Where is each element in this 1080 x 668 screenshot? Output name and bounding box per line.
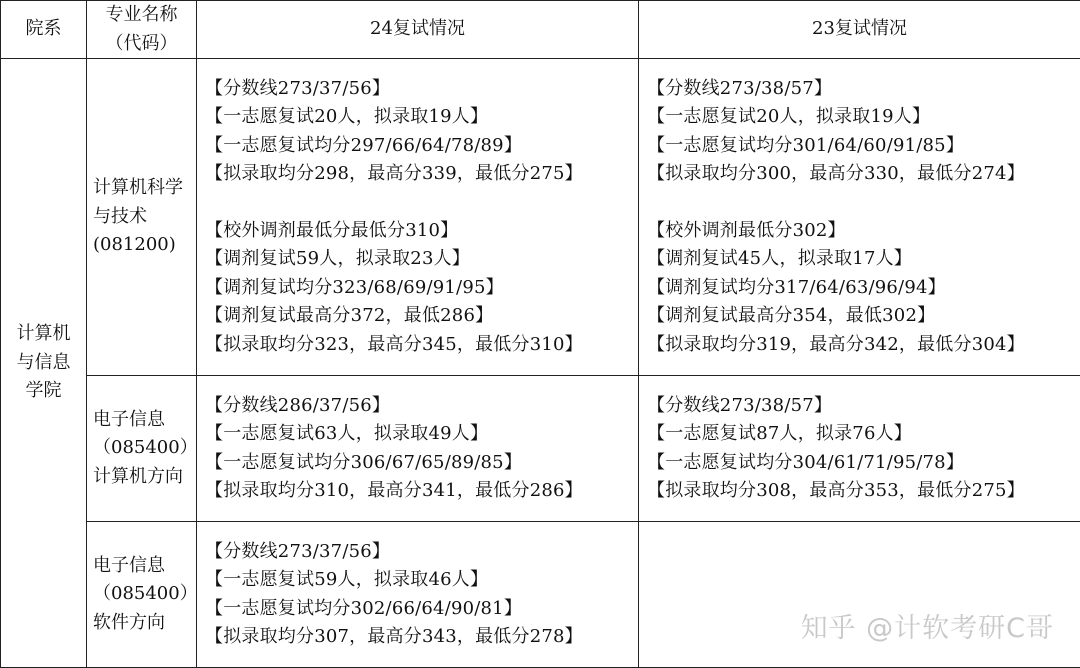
info-line: 【调剂复试45人，拟录取17人】 <box>647 245 1080 274</box>
info-cell-y24 <box>197 59 639 376</box>
major-code: (081200) <box>93 231 196 260</box>
info-line: 【一志愿复试均分297/66/64/78/89】 <box>205 132 638 161</box>
info-line: 【调剂复试最高分354，最低302】 <box>647 302 1080 331</box>
info-line: 【一志愿复试均分301/64/60/91/85】 <box>647 132 1080 161</box>
info-line: 【调剂复试最高分372，最低286】 <box>205 302 638 331</box>
header-dept-text: 院系 <box>1 15 86 44</box>
info-cell-y23-empty <box>639 522 1080 668</box>
info-line: 【一志愿复试均分304/61/71/95/78】 <box>647 449 1080 478</box>
watermark: 知乎 @计软考研C哥 <box>801 606 1054 645</box>
info-line: 【一志愿复试20人，拟录取19人】 <box>647 103 1080 132</box>
info-line: 【调剂复试59人，拟录取23人】 <box>205 245 638 274</box>
header-y24-text: 24复试情况 <box>197 15 638 44</box>
info-line: 【拟录取均分319，最高分342，最低分304】 <box>647 331 1080 360</box>
department-line: 学院 <box>1 377 86 406</box>
info-line: 【一志愿复试20人，拟录取19人】 <box>205 103 638 132</box>
table-row <box>1 59 1080 376</box>
major-cell <box>87 59 197 376</box>
block-gap <box>205 189 638 217</box>
table-row <box>1 522 1080 668</box>
info-line: 【拟录取均分310，最高分341，最低分286】 <box>205 477 638 506</box>
info-line: 【一志愿复试63人，拟录取49人】 <box>205 420 638 449</box>
header-y24 <box>197 1 639 59</box>
info-line: 【拟录取均分307，最高分343，最低分278】 <box>205 623 638 652</box>
major-line: 电子信息 <box>93 406 196 435</box>
info-cell-y23 <box>639 376 1080 522</box>
info-line: 【分数线273/37/56】 <box>205 75 638 104</box>
info-line: 【拟录取均分298，最高分339，最低分275】 <box>205 160 638 189</box>
info-cell-y23 <box>639 59 1080 376</box>
info-line: 【一志愿复试87人，拟录76人】 <box>647 420 1080 449</box>
department-cell <box>1 59 87 668</box>
header-major-line2: （代码） <box>87 30 196 59</box>
info-line: 【拟录取均分323，最高分345，最低分310】 <box>205 331 638 360</box>
header-y23 <box>639 1 1080 59</box>
info-line: 【校外调剂最低分302】 <box>647 217 1080 246</box>
block-gap <box>647 189 1080 217</box>
major-line: 与技术 <box>93 203 196 232</box>
major-line: 电子信息 <box>93 552 196 581</box>
info-line: 【分数线286/37/56】 <box>205 392 638 421</box>
info-line: 【拟录取均分308，最高分353，最低分275】 <box>647 477 1080 506</box>
info-line: 【分数线273/38/57】 <box>647 75 1080 104</box>
info-line: 【一志愿复试均分302/66/64/90/81】 <box>205 595 638 624</box>
info-line: 【分数线273/37/56】 <box>205 538 638 567</box>
major-code: （085400） <box>93 434 196 463</box>
info-cell-y24 <box>197 522 639 668</box>
info-line: 【校外调剂最低分最低分310】 <box>205 217 638 246</box>
info-line: 【一志愿复试59人，拟录取46人】 <box>205 566 638 595</box>
header-row <box>1 1 1080 59</box>
table-row <box>1 376 1080 522</box>
major-line: 软件方向 <box>93 609 196 638</box>
major-line: 计算机方向 <box>93 463 196 492</box>
header-major <box>87 1 197 59</box>
info-line: 【调剂复试均分323/68/69/91/95】 <box>205 274 638 303</box>
department-line: 计算机 <box>1 320 86 349</box>
header-y23-text: 23复试情况 <box>639 15 1080 44</box>
info-line: 【一志愿复试均分306/67/65/89/85】 <box>205 449 638 478</box>
department-line: 与信息 <box>1 349 86 378</box>
info-cell-y24 <box>197 376 639 522</box>
header-dept <box>1 1 87 59</box>
major-cell <box>87 376 197 522</box>
info-line: 【拟录取均分300，最高分330，最低分274】 <box>647 160 1080 189</box>
info-line: 【调剂复试均分317/64/63/96/94】 <box>647 274 1080 303</box>
header-major-line1: 专业名称 <box>87 1 196 30</box>
major-code: （085400） <box>93 580 196 609</box>
info-line: 【分数线273/38/57】 <box>647 392 1080 421</box>
major-line: 计算机科学 <box>93 174 196 203</box>
major-cell <box>87 522 197 668</box>
